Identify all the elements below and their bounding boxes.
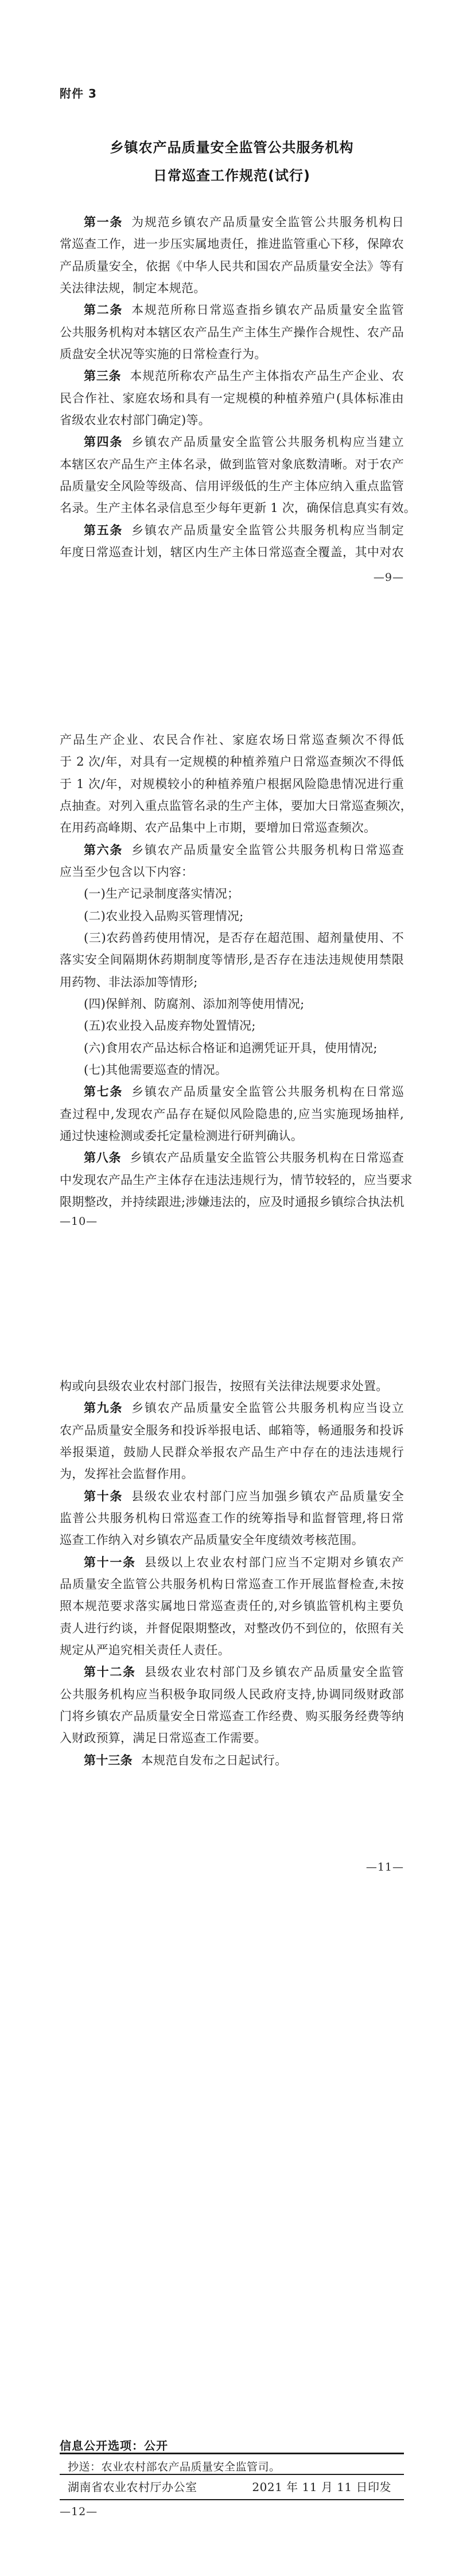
document-line: 查过程中,发现农产品存在疑似风险隐患的,应当实施现场抽样, — [60, 1107, 404, 1121]
print-date: 2021 年 11 月 11 日印发 — [252, 2480, 391, 2494]
document-line: 本辖区农产品生产主体名录，做到监管对象底数清晰。对于农产 — [60, 457, 404, 471]
document-line: 产品质量安全，依据《中华人民共和国农产品质量安全法》等有 — [60, 259, 404, 273]
document-line: 关法律法规，制定本规范。 — [60, 281, 206, 295]
document-line: 点抽查。对列入重点监管名录的生产主体，要加大日常巡查频次， — [60, 798, 413, 813]
article-heading-line: 第十三条 本规范自发布之日起试行。 — [84, 1753, 287, 1767]
document-line: 于 1 次/年，对规模较小的种植养殖户根据风险隐患情况进行重 — [60, 777, 404, 791]
article-number: 第七条 — [84, 1085, 123, 1099]
page-number: —10— — [60, 1215, 98, 1228]
document-line: 常巡查工作，进一步压实属地责任，推进监管重心下移，保障农 — [60, 237, 404, 251]
article-number: 第五条 — [84, 523, 123, 537]
article-heading-line: 第八条 乡镇农产品质量安全监管公共服务机构在日常巡查 — [84, 1151, 404, 1165]
page-number: —12— — [60, 2505, 98, 2518]
article-number: 第十三条 — [84, 1753, 133, 1767]
document-title — [60, 134, 404, 190]
document-line: (七)其他需要巡查的情况。 — [84, 1062, 227, 1077]
footer-rule-top — [60, 2453, 404, 2454]
article-heading-line: 第六条 乡镇农产品质量安全监管公共服务机构日常巡查 — [84, 843, 404, 857]
document-line: 为，发挥社会监督作用。 — [60, 1467, 194, 1481]
document-line: 通过快速检测或委托定量检测进行研判确认。 — [60, 1128, 303, 1143]
issuer-row — [60, 2480, 404, 2494]
document-line: 民合作社、家庭农场和具有一定规模的种植养殖户(具体标准由 — [60, 391, 404, 405]
document-line: 落实安全间隔期休药期制度等情形,是否存在违法违规使用禁限 — [60, 953, 404, 967]
article-number: 第十条 — [84, 1489, 123, 1503]
document-line: 中发现农产品生产主体存在违法违规行为，情节较轻的，应当要求 — [60, 1173, 413, 1187]
document-line: 构或向县级农业农村部门报告，按照有关法律法规要求处置。 — [60, 1379, 388, 1393]
document-line: (六)食用农产品达标合格证和追溯凭证开具，使用情况; — [84, 1041, 378, 1055]
article-heading-line: 第五条 乡镇农产品质量安全监管公共服务机构应当制定 — [84, 523, 404, 537]
page-body-2 — [60, 729, 413, 1213]
document-line: (三)农药兽药使用情况，是否存在超范围、超剂量使用、不 — [84, 930, 404, 945]
article-heading-line: 第一条 为规范乡镇农产品质量安全监管公共服务机构日 — [84, 215, 404, 229]
document-line: 公共服务机构对本辖区农产品生产主体生产操作合规性、农产品 — [60, 325, 404, 339]
document-line: 门将乡镇农产品质量安全日常巡查工作经费、购买服务经费等纳 — [60, 1709, 404, 1723]
document-line: 品质量安全风险等级高、信用评级低的生产主体应纳入重点监管 — [60, 479, 404, 493]
document-line: 举报渠道，鼓励人民群众举报农产品生产中存在的违法违规行 — [60, 1445, 404, 1459]
article-heading-line: 第三条 本规范所称农产品生产主体指农产品生产企业、农 — [84, 369, 404, 383]
document-title-line1: 乡镇农产品质量安全监管公共服务机构 — [110, 139, 354, 156]
article-heading-line: 第九条 乡镇农产品质量安全监管公共服务机构应当设立 — [84, 1401, 404, 1415]
page-number: —11— — [365, 1861, 404, 1873]
attachment-label: 附件 3 — [60, 87, 97, 100]
document-line: (五)农业投入品废弃物处置情况; — [84, 1019, 256, 1033]
issuer-office: 湖南省农业农村厅办公室 — [68, 2480, 197, 2494]
document-title-line2: 日常巡查工作规范(试行) — [153, 167, 310, 184]
document-line: 质盘安全状况等实施的日常检查行为。 — [60, 347, 267, 361]
article-number: 第八条 — [84, 1151, 122, 1165]
document-line: 农产品质量安全服务和投诉举报电话、邮箱等，畅通服务和投诉 — [60, 1423, 404, 1437]
document-line: 规定从严追究相关责任人责任。 — [60, 1643, 230, 1657]
article-heading-line: 第七条 乡镇农产品质量安全监管公共服务机构在日常巡 — [84, 1085, 404, 1099]
article-heading-line: 第十二条 县级农业农村部门及乡镇农产品质量安全监管 — [84, 1665, 404, 1679]
publicity-option-label: 信息公开选项：公开 — [60, 2439, 168, 2453]
document-line: 用药物、非法添加等情形; — [60, 975, 198, 989]
document-line: 于 2 次/年，对具有一定规模的种植养殖户日常巡查频次不得低 — [60, 755, 404, 769]
document-line: 应当至少包含以下内容： — [60, 864, 194, 879]
document-line: 入财政预算，满足日常巡查工作需要。 — [60, 1731, 267, 1745]
document-line: 公共服务机构应当积极争取同级人民政府支持,协调同级财政部 — [60, 1687, 404, 1701]
article-number: 第九条 — [84, 1401, 123, 1415]
article-number: 第十二条 — [84, 1665, 136, 1679]
cc-line: 抄送：农业农村部农产品质量安全监管司。 — [68, 2461, 281, 2473]
article-heading-line: 第十条 县级农业农村部门应当加强乡镇农产品质量安全 — [84, 1489, 404, 1503]
document-line: 巡查工作纳入对乡镇农产品质量安全年度绩效考核范围。 — [60, 1533, 364, 1547]
footer-rule-middle — [60, 2474, 404, 2475]
document-line: 品质量安全监管公共服务机构日常巡查工作开展监督检查,未按 — [60, 1577, 404, 1591]
document-line: 在用药高峰期、农产品集中上市期，要增加日常巡查频次。 — [60, 821, 376, 835]
page-number: —9— — [373, 571, 404, 584]
footer-rule-bottom — [60, 2499, 404, 2500]
document-line: 名录。生产主体名录信息至少每年更新 1 次，确保信息真实有效。 — [60, 501, 416, 515]
document-line: (四)保鲜剂、防腐剂、添加剂等使用情况; — [84, 996, 305, 1011]
article-number: 第二条 — [84, 303, 123, 317]
article-heading-line: 第四条 乡镇农产品质量安全监管公共服务机构应当建立 — [84, 435, 404, 449]
document-line: 省级农业农村部门确定)等。 — [60, 413, 211, 427]
article-heading-line: 第二条 本规范所称日常巡查指乡镇农产品质量安全监管 — [84, 303, 404, 317]
article-number: 第六条 — [84, 843, 123, 857]
page-body-1 — [60, 211, 416, 563]
document-line: 限期整改，并持续跟进;涉嫌违法的，应及时通报乡镇综合执法机 — [60, 1194, 405, 1209]
article-number: 第三条 — [84, 369, 122, 383]
document-line: 年度日常巡查计划，辖区内生产主体日常巡查全覆盖，其中对农 — [60, 545, 404, 559]
document-line: 责人进行约谈，并督促限期整改，对整改仍不到位的，依照有关 — [60, 1621, 404, 1635]
document-line: (二)农业投入品购买管理情况; — [84, 909, 244, 923]
document-line: (一)生产记录制度落实情况； — [84, 887, 240, 901]
article-number: 第十一条 — [84, 1555, 136, 1569]
article-number: 第四条 — [84, 435, 123, 449]
document-line: 监普公共服务机构日常巡查工作的统筹指导和监督管理,将日常 — [60, 1511, 404, 1525]
document-line: 产品生产企业、农民合作社、家庭农场日常巡查频次不得低 — [60, 733, 404, 747]
page-body-3 — [60, 1375, 404, 1771]
article-number: 第一条 — [84, 215, 123, 229]
article-heading-line: 第十一条 县级以上农业农村部门应当不定期对乡镇农产 — [84, 1555, 404, 1569]
document-line: 照本规范要求落实属地日常巡查责任的,对乡镇监管机构主要负 — [60, 1599, 404, 1613]
